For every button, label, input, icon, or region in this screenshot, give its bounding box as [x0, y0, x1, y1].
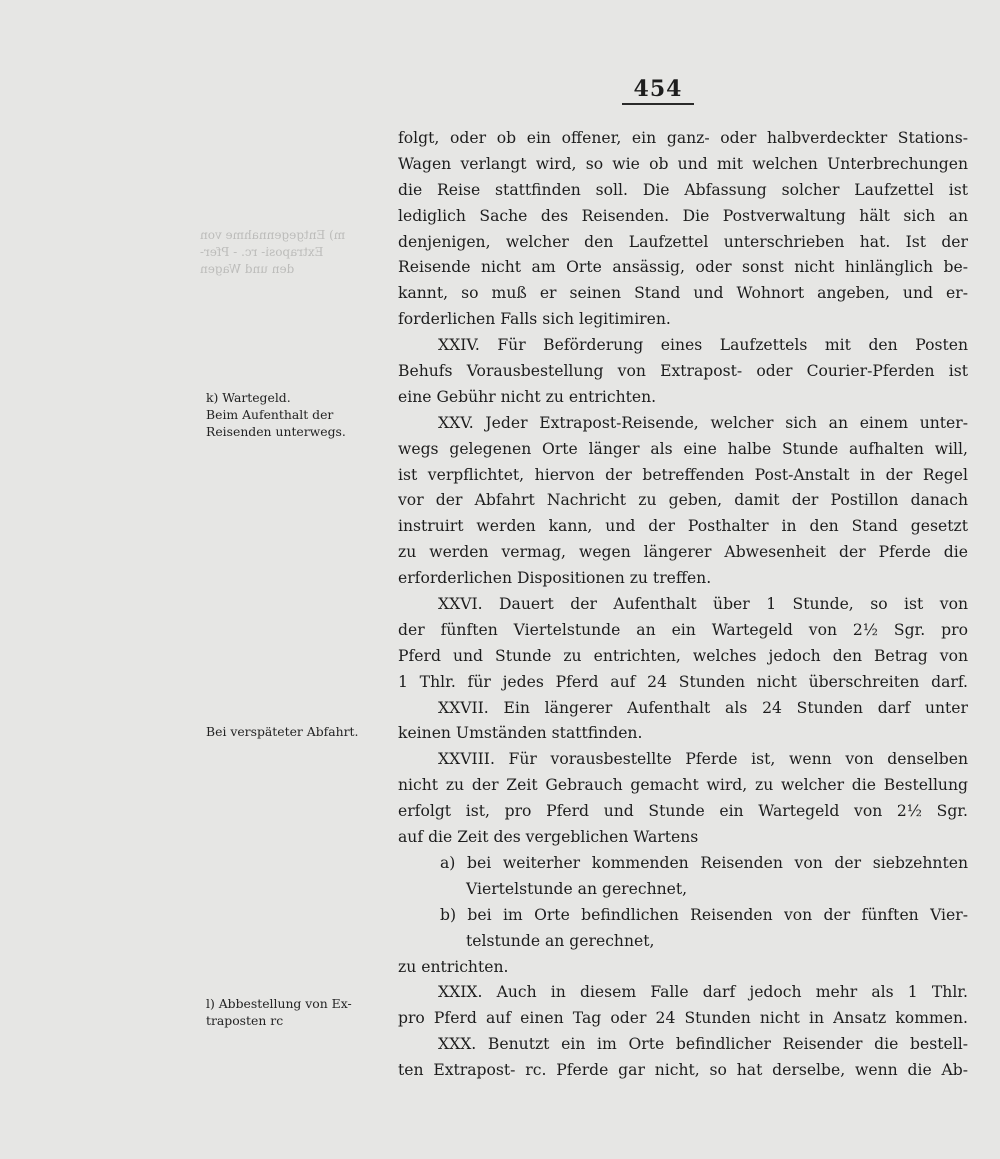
list-item-b-cont: telstunde an gerechnet,	[466, 931, 655, 950]
text-line: wegs gelegenen Orte länger als eine halbe Stunde aufhalten will,	[398, 439, 968, 458]
text-line: erforderlichen Dispositionen zu treffen.	[398, 569, 712, 588]
text-line: zu werden vermag, wegen längerer Abwesenheit der Pferde die	[398, 543, 968, 562]
section-xxviii: XXVIII. Für vorausbestellte Pferde ist, wenn von denselben	[438, 750, 968, 769]
text-line: ten Extrapost- rc. Pferde gar nicht, so hat derselbe, wenn die Ab-	[398, 1061, 968, 1080]
margin-note-verspaetete-abfahrt: Bei verspäteter Abfahrt.	[206, 724, 359, 739]
text-line: erfolgt ist, pro Pferd und Stunde ein Wartegeld von 2½ Sgr.	[398, 802, 968, 821]
margin-note-wartegeld: k) Wartegeld.	[206, 390, 291, 405]
section-xxv: XXV. Jeder Extrapost-Reisende, welcher sich an einem unter-	[438, 413, 968, 432]
bleed-through-text: Extraposi- rc. - Pfer-	[200, 245, 324, 259]
list-item-a-cont: Viertelstunde an gerechnet,	[466, 879, 688, 898]
text-line: lediglich Sache des Reisenden. Die Postverwaltung hält sich an	[398, 206, 968, 225]
page-number-rule	[622, 103, 694, 105]
text-line: kannt, so muß er seinen Stand und Wohnort angeben, und er-	[398, 284, 968, 303]
text-line: zu entrichten.	[398, 957, 509, 976]
list-item-b: b) bei im Orte befindlichen Reisenden von der fünften Vier-	[440, 905, 968, 924]
text-line: instruirt werden kann, und der Posthalter in den Stand gesetzt	[398, 517, 968, 536]
section-xxvii: XXVII. Ein längerer Aufenthalt als 24 Stunden darf unter	[438, 698, 968, 717]
text-line: ist verpflichtet, hiervon der betreffenden Post-Anstalt in der Regel	[398, 465, 968, 484]
text-line: Reisende nicht am Orte ansässig, oder sonst nicht hinlänglich be-	[398, 258, 968, 277]
text-line: denjenigen, welcher den Laufzettel unterschrieben hat. Ist der	[398, 232, 968, 251]
text-line: folgt, oder ob ein offener, ein ganz- oder halbverdeckter Stations-	[398, 129, 968, 147]
text-line: auf die Zeit des vergeblichen Wartens	[398, 828, 699, 847]
text-line: die Reise stattfinden soll. Die Abfassung solcher Laufzettel ist	[398, 180, 968, 199]
text-line: forderlichen Falls sich legitimiren.	[398, 310, 671, 329]
text-line: Wagen verlangt wird, so wie ob und mit welchen Unterbrechungen	[398, 154, 968, 173]
text-line: Pferd und Stunde zu entrichten, welches jedoch den Betrag von	[398, 646, 968, 665]
margin-note-aufenthalt: Beim Aufenthalt der	[206, 407, 334, 422]
bleed-through-text: m) Entgegennahme von	[200, 228, 346, 242]
text-line: eine Gebühr nicht zu entrichten.	[398, 387, 657, 406]
section-xxix: XXIX. Auch in diesem Falle darf jedoch mehr als 1 Thlr.	[438, 983, 968, 1002]
section-xxiv: XXIV. Für Beförderung eines Laufzettels mit den Posten	[438, 336, 968, 355]
bleed-through-text: den und Wagen	[200, 262, 295, 276]
page-number: 454	[633, 76, 683, 102]
text-line: der fünften Viertelstunde an ein Wartegeld von 2½ Sgr. pro	[398, 620, 968, 639]
margin-note-abbestellung-cont: traposten rc	[206, 1013, 284, 1028]
text-line: nicht zu der Zeit Gebrauch gemacht wird, zu welcher die Bestellung	[398, 776, 968, 795]
text-line: 1 Thlr. für jedes Pferd auf 24 Stunden nicht überschreiten darf.	[398, 672, 968, 691]
text-line: Behufs Vorausbestellung von Extrapost- oder Courier-Pferden ist	[398, 362, 968, 381]
text-line: vor der Abfahrt Nachricht zu geben, damit der Postillon danach	[398, 491, 968, 510]
section-xxvi: XXVI. Dauert der Aufenthalt über 1 Stunde, so ist von	[438, 595, 968, 614]
margin-note-aufenthalt-cont: Reisenden unterwegs.	[206, 424, 346, 439]
body-text	[398, 126, 968, 1084]
text-line: keinen Umständen stattfinden.	[398, 724, 643, 743]
text-line: pro Pferd auf einen Tag oder 24 Stunden nicht in Ansatz kommen.	[398, 1009, 968, 1028]
margin-note-abbestellung: l) Abbestellung von Ex-	[206, 996, 352, 1011]
section-xxx: XXX. Benutzt ein im Orte befindlicher Reisender die bestell-	[438, 1035, 968, 1054]
list-item-a: a) bei weiterher kommenden Reisenden von der siebzehnten	[440, 853, 968, 872]
